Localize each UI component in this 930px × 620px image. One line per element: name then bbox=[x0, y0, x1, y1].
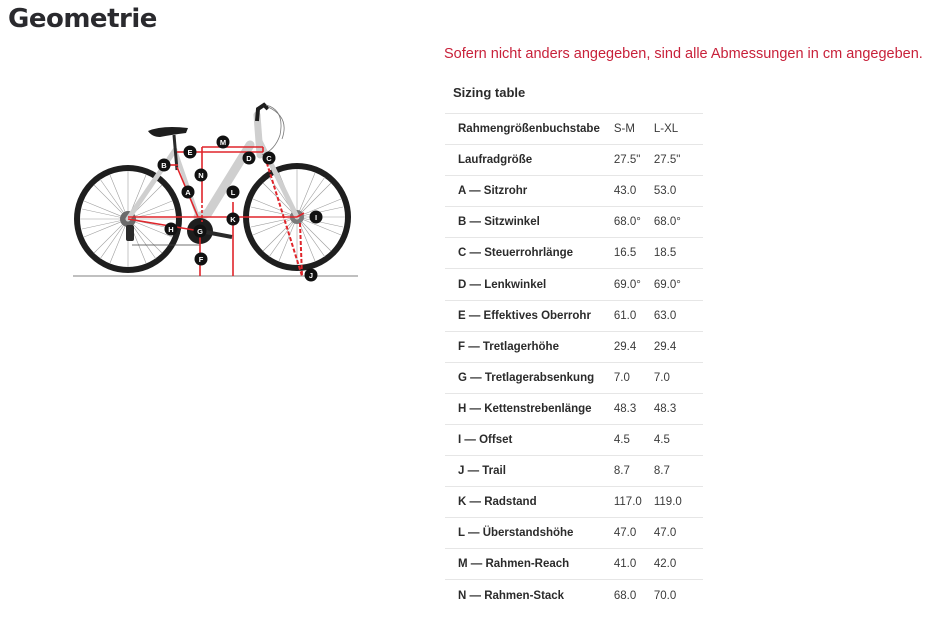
value-l-xl: 53.0 bbox=[652, 176, 703, 207]
value-l-xl: 68.0° bbox=[652, 207, 703, 238]
value-s-m: 8.7 bbox=[600, 456, 652, 487]
value-s-m: 68.0 bbox=[600, 580, 652, 611]
svg-text:F: F bbox=[198, 254, 204, 264]
marker-b bbox=[158, 159, 171, 172]
marker-k bbox=[227, 213, 240, 226]
table-row bbox=[445, 331, 703, 362]
row-label: H — Kettenstrebenlänge bbox=[445, 393, 600, 424]
value-s-m: 4.5 bbox=[600, 424, 652, 455]
marker-l bbox=[227, 186, 240, 199]
table-row bbox=[445, 238, 703, 269]
value-l-xl: 29.4 bbox=[652, 331, 703, 362]
row-label: G — Tretlagerabsenkung bbox=[445, 362, 600, 393]
table-row bbox=[445, 145, 703, 176]
value-l-xl: 47.0 bbox=[652, 518, 703, 549]
svg-text:B: B bbox=[161, 160, 167, 170]
table-row bbox=[445, 207, 703, 238]
svg-text:N: N bbox=[198, 170, 204, 180]
value-s-m: 7.0 bbox=[600, 362, 652, 393]
value-s-m: 43.0 bbox=[600, 176, 652, 207]
marker-i bbox=[310, 211, 323, 224]
saddle-icon bbox=[148, 127, 188, 137]
header-label: Rahmengrößenbuchstabe bbox=[445, 114, 600, 145]
bike-geometry-diagram bbox=[70, 95, 370, 285]
value-s-m: 47.0 bbox=[600, 518, 652, 549]
row-label: L — Überstandshöhe bbox=[445, 518, 600, 549]
row-label: J — Trail bbox=[445, 456, 600, 487]
marker-m bbox=[217, 136, 230, 149]
value-l-xl: 8.7 bbox=[652, 456, 703, 487]
value-s-m: 41.0 bbox=[600, 549, 652, 580]
value-s-m: 16.5 bbox=[600, 238, 652, 269]
svg-text:I: I bbox=[314, 212, 318, 222]
header-size-l-xl: L-XL bbox=[652, 114, 703, 145]
row-label: Laufradgröße bbox=[445, 145, 600, 176]
row-label: N — Rahmen-Stack bbox=[445, 580, 600, 611]
table-header-row bbox=[445, 114, 703, 145]
svg-text:J: J bbox=[308, 270, 314, 280]
value-l-xl: 7.0 bbox=[652, 362, 703, 393]
value-s-m: 69.0° bbox=[600, 269, 652, 300]
value-s-m: 27.5" bbox=[600, 145, 652, 176]
row-label: I — Offset bbox=[445, 424, 600, 455]
table-row bbox=[445, 362, 703, 393]
row-label: B — Sitzwinkel bbox=[445, 207, 600, 238]
value-s-m: 61.0 bbox=[600, 300, 652, 331]
value-l-xl: 119.0 bbox=[652, 487, 703, 518]
marker-c bbox=[263, 152, 276, 165]
row-label: D — Lenkwinkel bbox=[445, 269, 600, 300]
row-label: A — Sitzrohr bbox=[445, 176, 600, 207]
table-row bbox=[445, 549, 703, 580]
marker-d bbox=[243, 152, 256, 165]
marker-a bbox=[182, 186, 195, 199]
marker-f bbox=[195, 253, 208, 266]
marker-e bbox=[184, 146, 197, 159]
value-l-xl: 48.3 bbox=[652, 393, 703, 424]
svg-text:D: D bbox=[246, 153, 252, 163]
table-row bbox=[445, 269, 703, 300]
table-row bbox=[445, 176, 703, 207]
table-row bbox=[445, 424, 703, 455]
value-l-xl: 18.5 bbox=[652, 238, 703, 269]
marker-n bbox=[195, 169, 208, 182]
table-row bbox=[445, 456, 703, 487]
value-l-xl: 4.5 bbox=[652, 424, 703, 455]
header-size-s-m: S-M bbox=[600, 114, 652, 145]
value-l-xl: 42.0 bbox=[652, 549, 703, 580]
marker-g bbox=[194, 225, 207, 238]
marker-j bbox=[305, 269, 318, 282]
marker-h bbox=[165, 223, 178, 236]
table-row bbox=[445, 487, 703, 518]
table-caption: Sizing table bbox=[453, 85, 526, 100]
svg-text:C: C bbox=[266, 153, 272, 163]
table-row bbox=[445, 393, 703, 424]
table-row bbox=[445, 300, 703, 331]
row-label: K — Radstand bbox=[445, 487, 600, 518]
value-l-xl: 69.0° bbox=[652, 269, 703, 300]
value-s-m: 68.0° bbox=[600, 207, 652, 238]
value-l-xl: 70.0 bbox=[652, 580, 703, 611]
table-row bbox=[445, 580, 703, 611]
svg-text:G: G bbox=[197, 226, 203, 236]
row-label: M — Rahmen-Reach bbox=[445, 549, 600, 580]
svg-text:H: H bbox=[168, 224, 174, 234]
row-label: C — Steuerrohrlänge bbox=[445, 238, 600, 269]
page-title: Geometrie bbox=[8, 4, 157, 34]
row-label: E — Effektives Oberrohr bbox=[445, 300, 600, 331]
units-note: Sofern nicht anders angegeben, sind alle Abmessungen in cm angegeben. bbox=[444, 46, 923, 62]
svg-text:M: M bbox=[219, 137, 227, 147]
row-label: F — Tretlagerhöhe bbox=[445, 331, 600, 362]
value-s-m: 117.0 bbox=[600, 487, 652, 518]
svg-text:K: K bbox=[230, 214, 236, 224]
value-l-xl: 63.0 bbox=[652, 300, 703, 331]
value-s-m: 29.4 bbox=[600, 331, 652, 362]
svg-text:E: E bbox=[187, 147, 193, 157]
svg-text:L: L bbox=[230, 187, 236, 197]
value-l-xl: 27.5" bbox=[652, 145, 703, 176]
value-s-m: 48.3 bbox=[600, 393, 652, 424]
sizing-table bbox=[445, 113, 703, 611]
table-row bbox=[445, 518, 703, 549]
svg-text:A: A bbox=[185, 187, 191, 197]
